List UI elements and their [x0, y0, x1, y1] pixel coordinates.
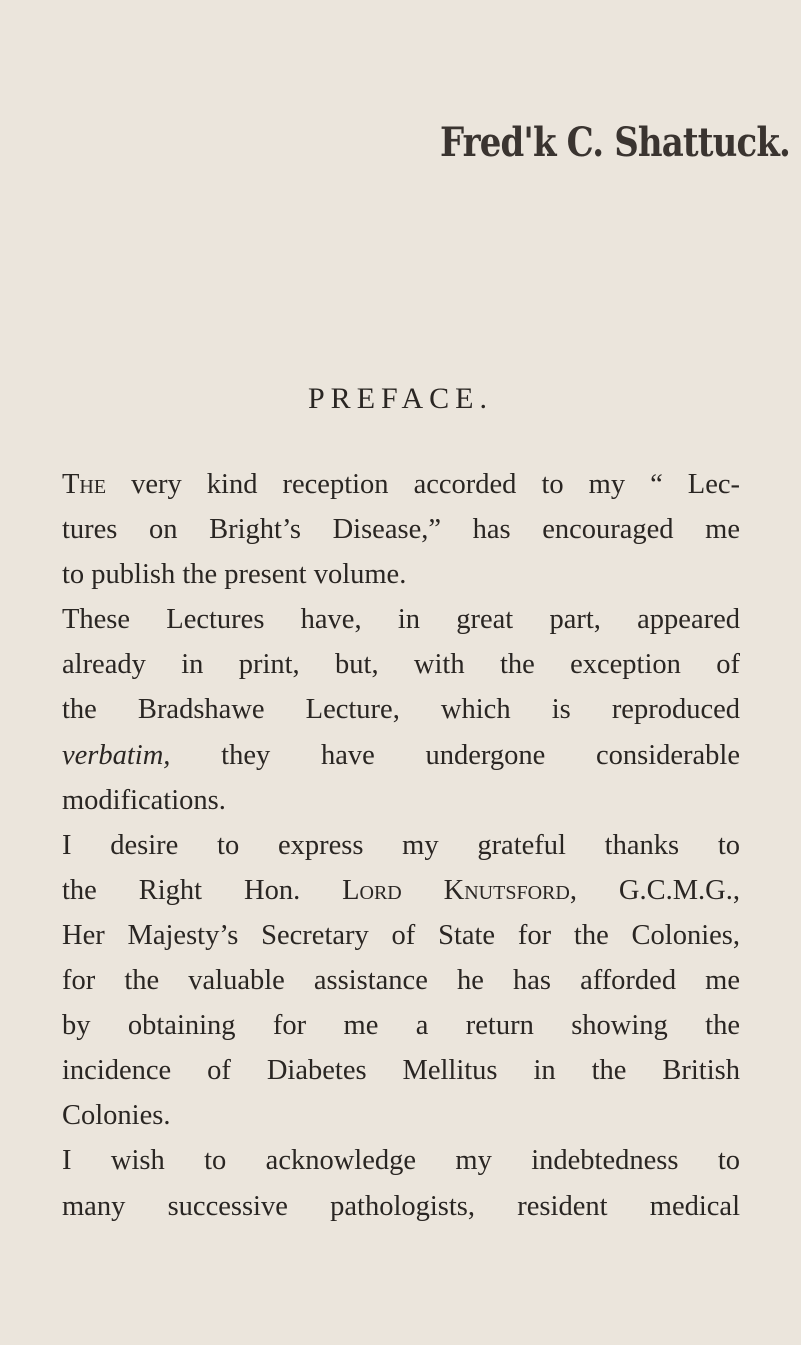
ownership-stamp	[440, 112, 795, 168]
text-run: I wish to acknowledge my indebtedness to	[62, 1145, 740, 1177]
text-line	[62, 1003, 740, 1048]
text-line	[62, 687, 740, 732]
text-run: tures on Bright’s Disease,” has encouraged me	[62, 514, 740, 546]
text-run: These Lectures have, in great part, appeared	[62, 604, 740, 636]
text-run: I desire to express my grateful thanks to	[62, 829, 740, 861]
text-line	[62, 1093, 740, 1138]
text-run: Colonies.	[62, 1100, 171, 1132]
text-line	[62, 1048, 740, 1093]
text-line	[62, 642, 740, 687]
text-run: very kind reception accorded to my “ Lec-	[106, 469, 740, 500]
text-line	[62, 913, 740, 958]
text-run: verbatim,	[62, 739, 171, 771]
text-line	[62, 552, 740, 597]
text-run: the Bradshawe Lecture, which is reproduced	[62, 694, 740, 726]
text-run: they have undergone considerable	[170, 739, 740, 771]
text-run: already in print, but, with the exception of	[62, 649, 740, 681]
text-line	[62, 1184, 740, 1229]
text-line	[62, 1138, 740, 1183]
text-run: to publish the present volume.	[62, 559, 407, 591]
svg-text:Fred'k C. Shattuck.: Fred'k C. Shattuck.	[440, 119, 790, 166]
text-run: by obtaining for me a return showing the	[62, 1010, 740, 1042]
text-line	[62, 958, 740, 1003]
text-line	[62, 597, 740, 642]
preface-body	[62, 462, 740, 1229]
text-line	[62, 462, 740, 507]
ownership-stamp-mark	[440, 112, 795, 168]
text-line	[62, 507, 740, 552]
text-run: Her Majesty’s Secretary of State for the Colonies,	[62, 919, 740, 951]
page-heading: PREFACE.	[308, 382, 493, 415]
text-run: incidence of Diabetes Mellitus in the British	[62, 1055, 740, 1087]
text-line	[62, 733, 740, 778]
text-run: the Right Hon.	[62, 874, 343, 906]
text-run: The	[62, 469, 107, 500]
text-run: , G.C.M.G.,	[569, 874, 741, 906]
text-run: for the valuable assistance he has afforded me	[62, 965, 740, 997]
text-run: modifications.	[62, 784, 226, 816]
text-run: many successive pathologists, resident medical	[62, 1190, 740, 1222]
text-line	[62, 823, 740, 868]
text-line	[62, 868, 740, 913]
text-run: Lord Knutsford	[342, 874, 570, 906]
text-line	[62, 778, 740, 823]
